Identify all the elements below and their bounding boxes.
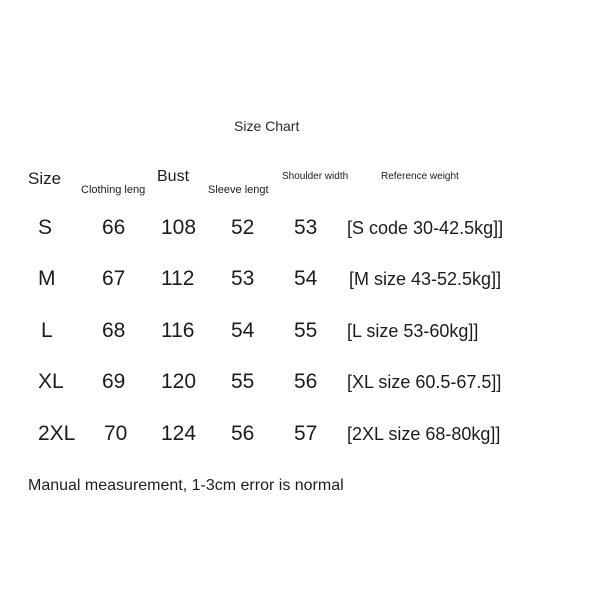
table-row [0,267,613,297]
reference-weight-cell: [2XL size 68-80kg]] [347,424,501,444]
sleeve-length-cell: 54 [231,319,255,342]
header-size: Size [28,169,62,188]
header-reference-weight: Reference weight [381,171,459,182]
shoulder-width-cell: 53 [294,216,318,239]
measurement-note: Manual measurement, 1-3cm error is normal [28,477,344,494]
table-row [0,370,613,400]
clothing-length-cell: 66 [102,216,126,239]
header-bust: Bust [157,168,190,185]
reference-weight-cell: [L size 53-60kg]] [347,321,479,341]
header-shoulder-width: Shoulder width [282,171,349,182]
clothing-length-cell: 69 [102,370,126,393]
header-clothing-length: Clothing leng [81,184,146,196]
shoulder-width-cell: 54 [294,267,318,290]
size-cell: 2XL [38,422,76,445]
table-row [0,216,613,246]
size-cell: M [38,267,56,290]
shoulder-width-cell: 55 [294,319,318,342]
chart-title: Size Chart [234,118,300,134]
shoulder-width-cell: 57 [294,422,318,445]
bust-cell: 108 [161,216,197,239]
shoulder-width-cell: 56 [294,370,318,393]
bust-cell: 112 [161,267,195,290]
table-row [0,422,613,452]
sleeve-length-cell: 55 [231,370,255,393]
reference-weight-cell: [M size 43-52.5kg]] [349,269,502,289]
clothing-length-cell: 68 [102,319,126,342]
bust-cell: 120 [161,370,197,393]
table-row [0,319,613,349]
sleeve-length-cell: 56 [231,422,255,445]
reference-weight-cell: [XL size 60.5-67.5]] [347,372,502,392]
size-cell: XL [38,370,64,393]
sleeve-length-cell: 52 [231,216,255,239]
sleeve-length-cell: 53 [231,267,255,290]
size-cell: S [38,216,53,239]
size-cell: L [41,319,53,342]
header-sleeve-length: Sleeve lengt [208,184,269,196]
clothing-length-cell: 67 [102,267,126,290]
bust-cell: 124 [161,422,197,445]
reference-weight-cell: [S code 30-42.5kg]] [347,218,504,238]
clothing-length-cell: 70 [104,422,128,445]
bust-cell: 116 [161,319,195,342]
